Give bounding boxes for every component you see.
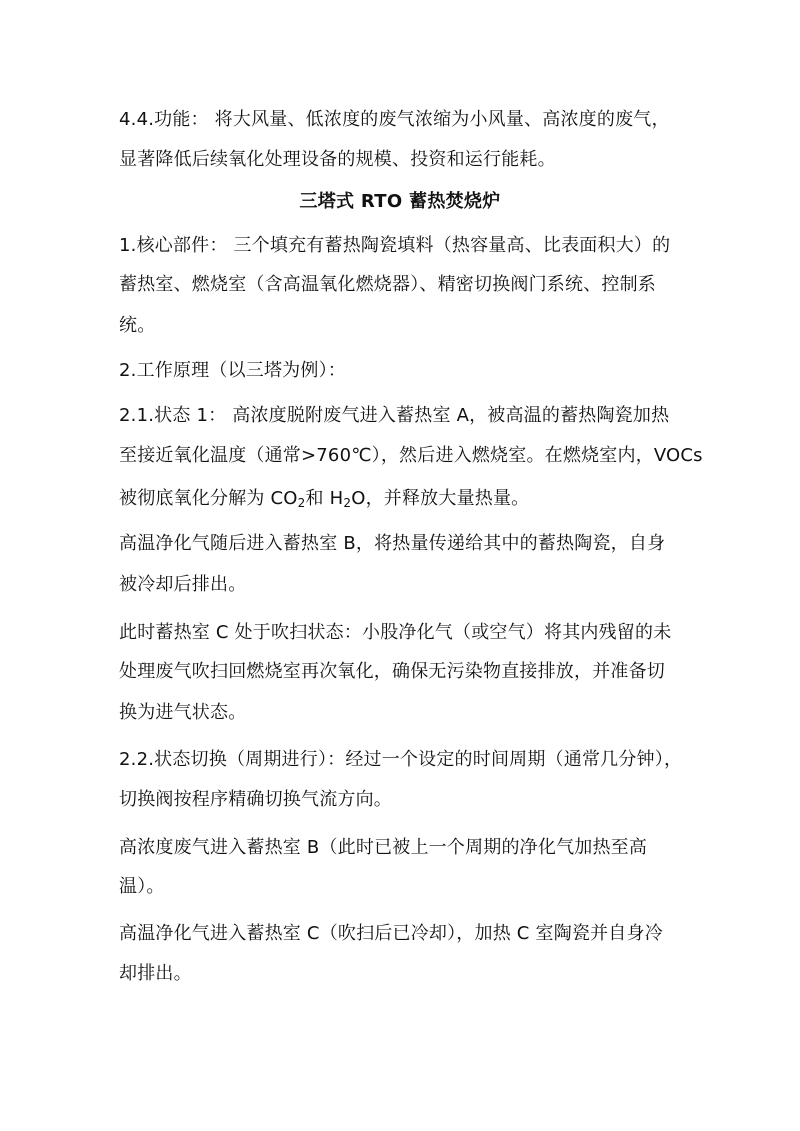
paragraph-2-2c-line-2: 却排出。	[119, 963, 192, 984]
paragraph-2-1b-line-2: 被冷却后排出。	[119, 574, 247, 595]
paragraph-2-1c-line-2: 处理废气吹扫回燃烧室再次氧化，确保无污染物直接排放，并准备切	[119, 661, 665, 682]
paragraph-4-4-line-1: 4.4.功能： 将大风量、低浓度的废气浓缩为小风量、高浓度的废气，	[119, 109, 670, 130]
paragraph-2-1b-line-1: 高温净化气随后进入蓄热室 B，将热量传递给其中的蓄热陶瓷，自身	[119, 533, 666, 554]
paragraph-2-2-line-1: 2.2.状态切换（周期进行）：经过一个设定的时间周期（通常几分钟），	[119, 749, 683, 770]
paragraph-1-line-3: 统。	[119, 315, 156, 336]
subscript: 2	[297, 496, 306, 510]
section-title: 三塔式 RTO 蓄热焚烧炉	[299, 191, 501, 212]
paragraph-2-2-line-2: 切换阀按程序精确切换气流方向。	[119, 789, 392, 810]
subscript: 2	[343, 496, 352, 510]
paragraph-2-2b-line-1: 高浓度废气进入蓄热室 B（此时已被上一个周期的净化气加热至高	[119, 837, 648, 858]
paragraph-2-1c-line-3: 换为进气状态。	[119, 702, 247, 723]
paragraph-2-1-line-2: 至接近氧化温度（通常>760℃），然后进入燃烧室。在燃烧室内，VOCs	[119, 445, 703, 466]
paragraph-4-4-line-2: 显著降低后续氧化处理设备的规模、投资和运行能耗。	[119, 149, 556, 170]
paragraph-2-1c-line-1: 此时蓄热室 C 处于吹扫状态：小股净化气（或空气）将其内残留的未	[119, 622, 672, 643]
text-run: 被彻底氧化分解为 CO	[119, 488, 298, 509]
text-run: O，并释放大量热量。	[351, 488, 530, 509]
paragraph-2-2c-line-1: 高温净化气进入蓄热室 C（吹扫后已冷却），加热 C 室陶瓷并自身冷	[119, 923, 663, 944]
paragraph-2-line-1: 2.工作原理（以三塔为例）：	[119, 360, 346, 381]
paragraph-2-2b-line-2: 温）。	[119, 876, 165, 897]
paragraph-2-1-line-1: 2.1.状态 1： 高浓度脱附废气进入蓄热室 A，被高温的蓄热陶瓷加热	[119, 405, 670, 426]
paragraph-1-line-1: 1.核心部件： 三个填充有蓄热陶瓷填料（热容量高、比表面积大）的	[119, 235, 671, 256]
text-run: 和 H	[305, 488, 344, 509]
paragraph-1-line-2: 蓄热室、燃烧室（含高温氧化燃烧器）、精密切换阀门系统、控制系	[119, 274, 656, 295]
paragraph-2-1-line-3	[119, 487, 699, 511]
